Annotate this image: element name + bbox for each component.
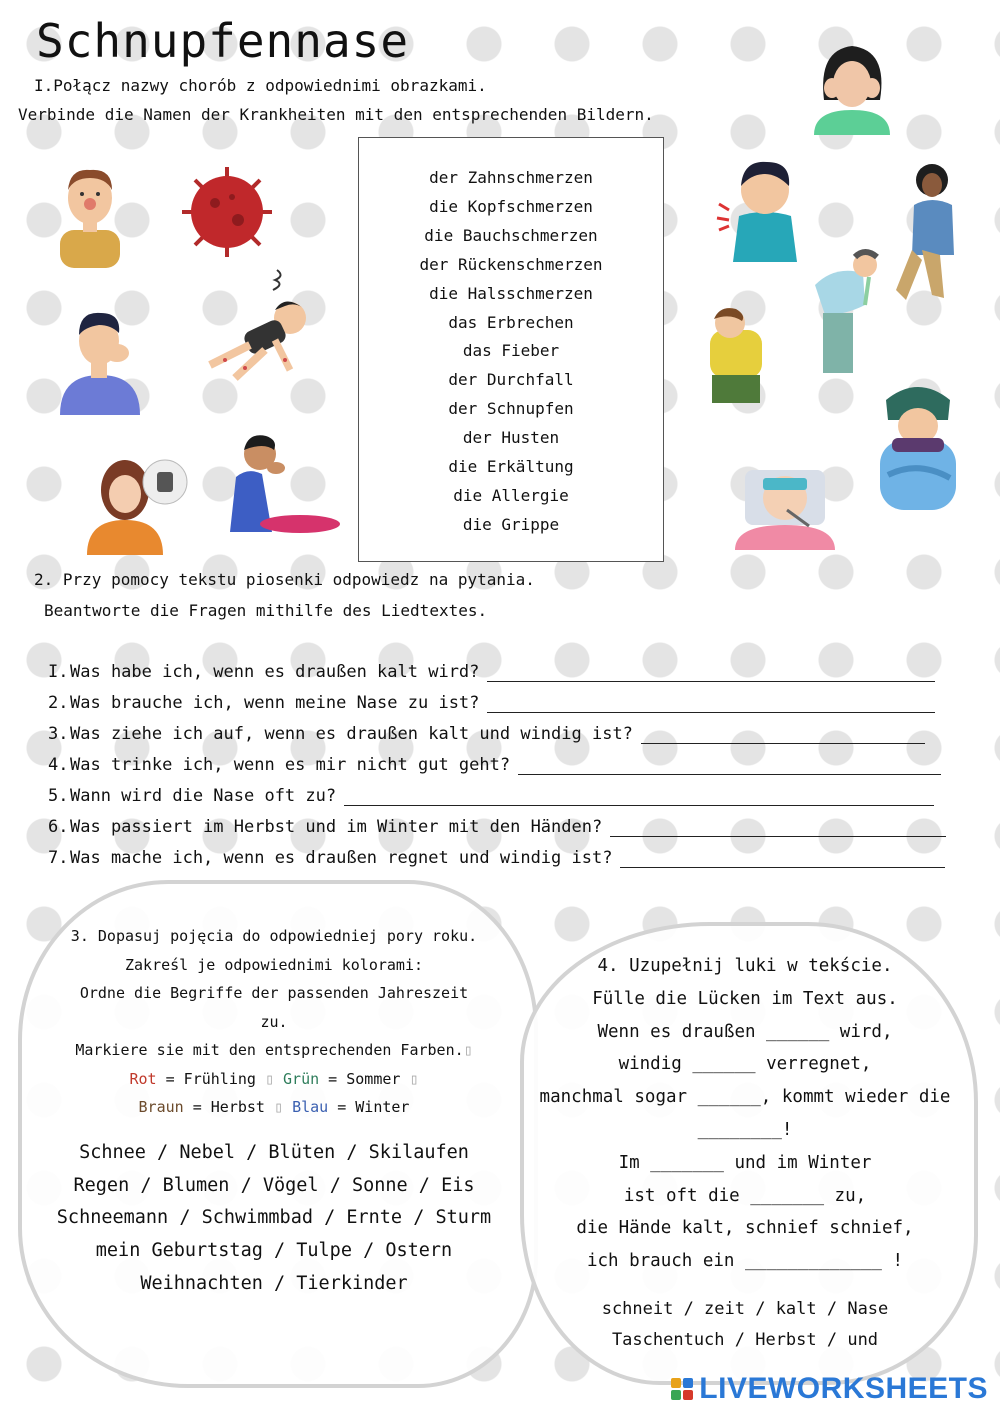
- season-words-line[interactable]: mein Geburtstag / Tulpe / Ostern: [95, 1240, 453, 1262]
- child-fever-bed-image[interactable]: [735, 440, 835, 550]
- section2-instruction-de: Beantworte die Fragen mithilfe des Liedtextes.: [44, 601, 488, 620]
- season-words-line[interactable]: Regen / Blumen / Vögel / Sonne / Eis: [73, 1174, 475, 1196]
- section1-instruction-pl: I.Połącz nazwy chorób z odpowiednimi obrazkami.: [34, 76, 487, 95]
- question-number: 5.: [48, 786, 69, 806]
- section1-instruction-de: Verbinde die Namen der Krankheiten mit den entsprechenden Bildern.: [18, 105, 654, 124]
- color-blue-label: Blau: [292, 1098, 329, 1116]
- person-sneezing-image[interactable]: [50, 160, 130, 270]
- page-title: Schnupfennase: [36, 14, 410, 68]
- question-row: [48, 662, 935, 682]
- color-brown-label: Braun: [138, 1098, 184, 1116]
- illness-word[interactable]: die Grippe: [462, 514, 560, 534]
- section3-line-5: [18, 1036, 530, 1065]
- woman-headache-image[interactable]: [810, 40, 895, 135]
- gap-fill-text: [520, 950, 970, 1278]
- box-glyph: ▯: [274, 1098, 284, 1116]
- section3-line-4: zu.: [260, 1012, 288, 1031]
- season-words-line[interactable]: Weihnachten / Tierkinder: [140, 1272, 408, 1294]
- question-row: [48, 848, 945, 868]
- question-text: Was passiert im Herbst und im Winter mit den Händen?: [70, 817, 603, 837]
- question-number: 3.: [48, 724, 69, 744]
- answer-line-2[interactable]: [487, 698, 935, 713]
- section3-line-2: Zakreśl je odpowiednimi kolorami:: [124, 955, 423, 974]
- section4-gap-line[interactable]: ist oft die _______ zu,: [623, 1185, 867, 1206]
- answer-line-1[interactable]: [487, 667, 935, 682]
- winter-label: = Winter: [328, 1098, 410, 1116]
- question-text: Wann wird die Nase oft zu?: [70, 786, 337, 806]
- question-number: 7.: [48, 848, 69, 868]
- word-bank: [520, 1294, 970, 1356]
- question-number: 6.: [48, 817, 69, 837]
- section4-gap-line[interactable]: Im _______ und im Winter: [618, 1152, 872, 1173]
- question-text: Was trinke ich, wenn es mir nicht gut geht?: [70, 755, 511, 775]
- illness-word[interactable]: die Allergie: [453, 485, 569, 505]
- section4-line: 4. Uzupełnij luki w tekście.: [597, 956, 893, 976]
- section3-instructions: [18, 922, 530, 1122]
- section4-gap-line[interactable]: windig ______ verregnet,: [618, 1054, 872, 1075]
- woman-vomiting-image[interactable]: [805, 245, 880, 380]
- logo-text: LIVEWORKSHEETS: [699, 1372, 988, 1405]
- color-legend-row-1: [18, 1065, 530, 1094]
- man-back-pain-image[interactable]: [700, 305, 780, 405]
- logo-icon: [671, 1378, 693, 1400]
- answer-line-3[interactable]: [641, 729, 925, 744]
- girl-stomach-toilet-image[interactable]: [85, 450, 190, 555]
- section4-gap-line[interactable]: Wenn es draußen ______ wird,: [597, 1021, 893, 1042]
- question-text: Was habe ich, wenn es draußen kalt wird?: [70, 662, 480, 682]
- section4-gap-line[interactable]: ich brauch ein _____________ !: [586, 1251, 904, 1272]
- answer-line-7[interactable]: [620, 853, 945, 868]
- season-words-line[interactable]: Schneemann / Schwimmbad / Ernte / Sturm: [56, 1207, 492, 1229]
- box-glyph: ▯: [409, 1069, 419, 1088]
- question-text: Was brauche ich, wenn meine Nase zu ist?: [70, 693, 480, 713]
- color-red-label: Rot: [129, 1069, 157, 1088]
- question-number: 2.: [48, 693, 69, 713]
- man-coughing-image[interactable]: [228, 432, 303, 532]
- answer-line-5[interactable]: [344, 791, 934, 806]
- question-row: [48, 693, 935, 713]
- illness-word-list: [359, 138, 663, 540]
- illness-word[interactable]: die Kopfschmerzen: [429, 196, 593, 216]
- illness-word[interactable]: der Schnupfen: [448, 399, 574, 419]
- color-legend-row-2: [18, 1093, 530, 1122]
- section4-line: die Hände kalt, schnief schnief,: [576, 1218, 914, 1239]
- section4-gap-line[interactable]: ________!: [697, 1119, 793, 1140]
- illness-word[interactable]: das Erbrechen: [448, 312, 574, 332]
- question-number: 4.: [48, 755, 69, 775]
- autumn-label: = Herbst: [183, 1098, 274, 1116]
- question-text: Was ziehe ich auf, wenn es draußen kalt und windig ist?: [70, 724, 633, 744]
- illness-word[interactable]: die Halsschmerzen: [429, 283, 593, 303]
- season-word-list: [18, 1137, 530, 1301]
- word-bank-line: schneit / zeit / kalt / Nase: [601, 1299, 889, 1319]
- liveworksheets-logo[interactable]: [671, 1372, 988, 1406]
- section3-line-5-text: Markiere sie mit den entsprechenden Farben.: [75, 1041, 464, 1059]
- answer-line-4[interactable]: [518, 760, 941, 775]
- child-fallen-rash-image[interactable]: [205, 270, 315, 385]
- season-words-line[interactable]: Schnee / Nebel / Blüten / Skilaufen: [79, 1142, 469, 1163]
- spring-label: = Frühling: [156, 1069, 265, 1088]
- illness-word[interactable]: die Bauchschmerzen: [424, 225, 598, 245]
- question-text: Was mache ich, wenn es draußen regnet und windig ist?: [70, 848, 613, 868]
- illness-word[interactable]: der Zahnschmerzen: [429, 168, 593, 187]
- woman-sitting-tea-image[interactable]: [892, 160, 967, 305]
- answer-line-6[interactable]: [610, 822, 946, 837]
- section4-gap-line[interactable]: manchmal sogar ______, kommt wieder die: [539, 1087, 951, 1108]
- illness-word[interactable]: der Husten: [462, 428, 560, 448]
- box-glyph: ▯: [264, 1069, 274, 1088]
- person-toothache-image[interactable]: [55, 305, 145, 415]
- question-row: [48, 724, 925, 744]
- section3-line-1: 3. Dopasuj pojęcia do odpowiedniej pory roku.: [70, 927, 478, 945]
- illness-word-box: [358, 137, 664, 562]
- illness-word[interactable]: der Rückenschmerzen: [419, 254, 603, 274]
- word-bank-line: Taschentuch / Herbst / und: [611, 1330, 879, 1350]
- illness-word[interactable]: der Durchfall: [448, 370, 574, 390]
- summer-label: = Sommer: [319, 1069, 401, 1088]
- illness-word[interactable]: das Fieber: [462, 341, 560, 361]
- virus-image[interactable]: [180, 165, 275, 260]
- boy-stomach-cold-image[interactable]: [715, 152, 810, 262]
- section4-line: Fülle die Lücken im Text aus.: [592, 988, 898, 1009]
- section2-instruction-pl: 2. Przy pomocy tekstu piosenki odpowiedz na pytania.: [34, 570, 535, 589]
- question-row: [48, 755, 941, 775]
- question-row: [48, 817, 946, 837]
- illness-word[interactable]: die Erkältung: [448, 457, 574, 477]
- person-cold-shivering-image[interactable]: [878, 380, 963, 515]
- question-row: [48, 786, 934, 806]
- section3-line-3: Ordne die Begriffe der passenden Jahreszeit: [79, 984, 469, 1002]
- color-green-label: Grün: [283, 1069, 320, 1088]
- question-number: I.: [48, 662, 69, 682]
- box-glyph: ▯: [463, 1041, 473, 1059]
